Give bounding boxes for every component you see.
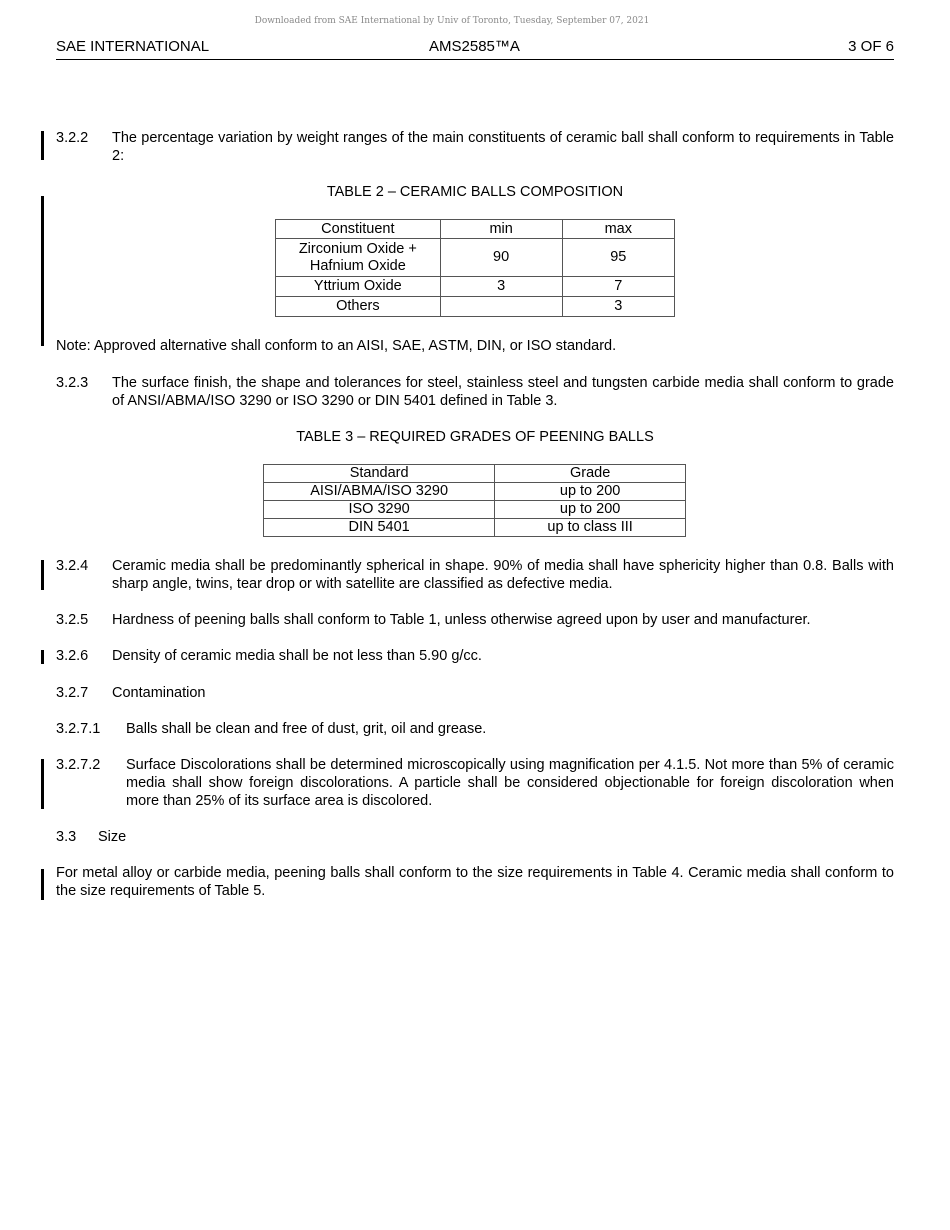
table-row [276,277,675,297]
table-row [264,519,686,537]
table-2-ceramic-composition [275,219,675,317]
max-cell: 95 [562,239,674,277]
max-cell: 7 [562,277,674,297]
section-number: 3.2.7.2 [56,757,101,773]
table-header-row [276,220,675,239]
change-bar [41,131,44,160]
table-row [276,239,675,277]
publisher-name: SAE INTERNATIONAL [56,38,210,55]
section-3-2-4 [56,557,894,593]
column-header: min [440,220,562,239]
section-text: Surface Discolorations shall be determined microscopically using magnification per 4.1.5. Not more than 5% of ceramic media shall show foreign discolorations. A particle shall be considered objectionable for foreign discoloration when more than 25% of its surface area is discolored. [126,757,894,809]
section-number: 3.2.6 [56,648,89,664]
standard-cell: ISO 3290 [264,501,495,519]
section-number: 3.3 [56,829,77,845]
change-bar [41,759,44,809]
min-cell: 3 [440,277,562,297]
download-watermark: Downloaded from SAE International by Univ of Toronto, Tuesday, September 07, 2021 [254,16,650,26]
page-header [56,38,894,60]
section-text: The surface finish, the shape and tolerances for steel, stainless steel and tungsten carbide media shall conform to grade of ANSI/ABMA/ISO 3290 or ISO 3290 or DIN 5401 defined in Table 3. [112,375,894,409]
min-cell [440,297,562,317]
table-row [276,297,675,317]
section-text: Hardness of peening balls shall conform to Table 1, unless otherwise agreed upon by user and manufacturer. [112,612,811,628]
section-text: Size [98,829,127,845]
section-number: 3.2.3 [56,375,89,391]
grade-cell: up to class III [495,519,686,537]
section-3-2-3 [56,374,894,410]
change-bar [41,560,44,590]
section-text: Ceramic media shall be predominantly spherical in shape. 90% of media shall have sphericity higher than 0.8. Balls with sharp angle, twins, tear drop or with satellite are classified as defective media. [112,558,894,592]
change-bar [41,650,44,664]
section-text: The percentage variation by weight ranges of the main constituents of ceramic ball shall conform to requirements in Table 2: [112,130,894,164]
standard-cell: AISI/ABMA/ISO 3290 [264,483,495,501]
section-text: Contamination [112,685,206,701]
section-3-2-6 [56,647,894,665]
table-row [264,501,686,519]
section-3-2-7-2 [56,756,894,810]
table-2-note: Note: Approved alternative shall conform to an AISI, SAE, ASTM, DIN, or ISO standard. [56,338,617,354]
section-number: 3.2.4 [56,558,89,574]
section-3-2-7 [56,684,894,702]
section-number: 3.2.2 [56,130,89,146]
table-3-title: TABLE 3 – REQUIRED GRADES OF PEENING BALLS [296,429,654,445]
constituent-cell: Yttrium Oxide [276,277,441,297]
document-number: AMS2585™A [429,38,520,55]
grade-cell: up to 200 [495,483,686,501]
page-number: 3 OF 6 [848,38,894,55]
table-3-peening-ball-grades [263,464,686,537]
column-header: Grade [495,465,686,483]
table-row [264,483,686,501]
section-3-3 [56,828,894,846]
section-text: Density of ceramic media shall be not less than 5.90 g/cc. [112,648,482,664]
section-number: 3.2.7 [56,685,89,701]
constituent-cell: Others [276,297,441,317]
section-number: 3.2.5 [56,612,89,628]
grade-cell: up to 200 [495,501,686,519]
section-text: Balls shall be clean and free of dust, grit, oil and grease. [126,721,487,737]
min-cell: 90 [440,239,562,277]
column-header: Standard [264,465,495,483]
size-paragraph: For metal alloy or carbide media, peening balls shall conform to the size requirements in Table 4. Ceramic media shall conform to the size requirements of Table 5. [56,865,894,899]
section-3-2-2 [56,129,894,165]
table-header-row [264,465,686,483]
section-number: 3.2.7.1 [56,721,101,737]
column-header: Constituent [276,220,441,239]
column-header: max [562,220,674,239]
constituent-line: Hafnium Oxide [309,257,406,274]
constituent-line: Zirconium Oxide + [298,240,417,257]
section-3-2-5 [56,611,894,629]
section-3-2-7-1 [56,720,894,738]
max-cell: 3 [562,297,674,317]
change-bar [41,196,44,346]
change-bar [41,869,44,900]
constituent-cell [276,239,441,277]
table-2-title: TABLE 2 – CERAMIC BALLS COMPOSITION [326,184,624,200]
standard-cell: DIN 5401 [264,519,495,537]
